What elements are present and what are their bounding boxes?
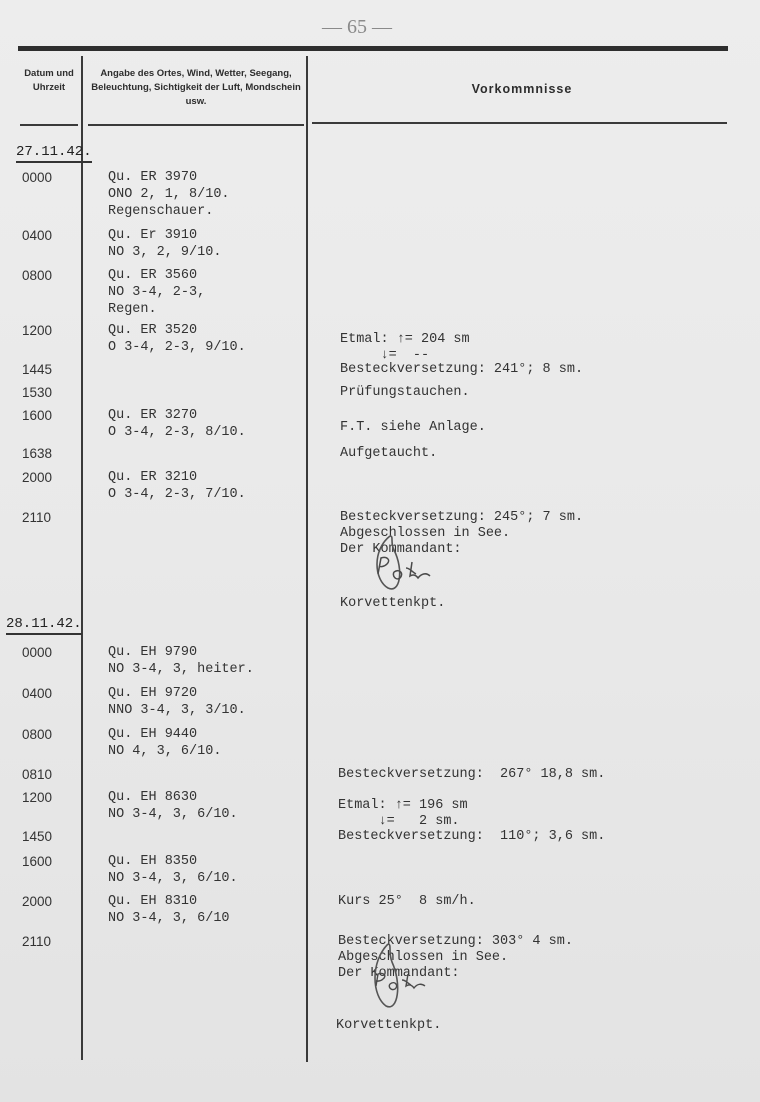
column-divider-2: [306, 56, 308, 1062]
entry-location-line: NNO 3-4, 3, 3/10.: [108, 703, 246, 718]
entry-time: 1450: [22, 829, 53, 844]
day-date: [6, 616, 82, 632]
entry-location-line: Qu. EH 8350: [108, 854, 198, 869]
entry-time: 0000: [22, 645, 53, 660]
top-rule: [18, 46, 728, 51]
entry-location-line: NO 3, 2, 9/10.: [108, 245, 222, 260]
entry-location-line: Qu. EH 9720: [108, 686, 198, 701]
entry-time: 0400: [22, 686, 53, 701]
entry-location-line: NO 3-4, 2-3,: [108, 285, 206, 300]
entry-event-line: F.T. siehe Anlage.: [340, 420, 486, 435]
commander-signature-2: [360, 940, 460, 1020]
entry-time: 0800: [22, 268, 53, 283]
entry-time: 1530: [22, 385, 53, 400]
entry-time: 1445: [22, 362, 53, 377]
entry-event-line: ↓= --: [340, 348, 430, 363]
signature-title: Korvettenkpt.: [336, 1018, 442, 1033]
commander-signature-1: [360, 530, 470, 600]
entry-location-line: Qu. Er 3910: [108, 228, 198, 243]
entry-event-line: Besteckversetzung: 303° 4 sm.: [338, 934, 573, 949]
entry-time: 1200: [22, 323, 53, 338]
entry-time: 0800: [22, 727, 53, 742]
day-date-text: 27.11.42.: [16, 144, 92, 163]
entry-location-line: O 3-4, 2-3, 8/10.: [108, 425, 246, 440]
entry-time: 0000: [22, 170, 53, 185]
entry-time: 0400: [22, 228, 53, 243]
entry-time: 1638: [22, 446, 53, 461]
entry-location-line: NO 3-4, 3, 6/10.: [108, 807, 238, 822]
entry-location-line: Qu. EH 9440: [108, 727, 198, 742]
entry-time: 2110: [22, 934, 52, 949]
entry-location-line: Qu. EH 8310: [108, 894, 198, 909]
entry-event-line: Aufgetaucht.: [340, 446, 438, 461]
entry-event-line: Besteckversetzung: 110°; 3,6 sm.: [338, 829, 606, 844]
entry-location-line: NO 4, 3, 6/10.: [108, 744, 222, 759]
entry-event-line: ↓= 2 sm.: [338, 814, 460, 829]
entry-event-line: Besteckversetzung: 241°; 8 sm.: [340, 362, 584, 377]
entry-event-line: Prüfungstauchen.: [340, 385, 470, 400]
entry-event-line: Besteckversetzung: 245°; 7 sm.: [340, 510, 584, 525]
entry-time: 2110: [22, 510, 52, 525]
entry-location-line: NO 3-4, 3, heiter.: [108, 662, 254, 677]
entry-event-line: Der Kommandant:: [338, 966, 460, 981]
entry-location-line: Qu. ER 3520: [108, 323, 198, 338]
entry-time: 0810: [22, 767, 53, 782]
column-divider-1: [81, 56, 83, 1060]
day-date-text: 28.11.42.: [6, 616, 82, 635]
entry-location-line: NO 3-4, 3, 6/10: [108, 911, 230, 926]
header-underline-3: [312, 122, 727, 124]
entry-event-line: Der Kommandant:: [340, 542, 462, 557]
entry-location-line: NO 3-4, 3, 6/10.: [108, 871, 238, 886]
entry-location-line: Qu. ER 3210: [108, 470, 198, 485]
entry-location-line: Qu. EH 9790: [108, 645, 198, 660]
entry-location-line: O 3-4, 2-3, 7/10.: [108, 487, 246, 502]
entry-event-line: Etmal: ↑= 196 sm: [338, 798, 468, 813]
entry-location-line: O 3-4, 2-3, 9/10.: [108, 340, 246, 355]
entry-time: 1200: [22, 790, 53, 805]
day-date: [16, 144, 92, 160]
header-events: Vorkommnisse: [471, 82, 573, 96]
signature-title: Korvettenkpt.: [340, 596, 446, 611]
entry-location-line: Qu. EH 8630: [108, 790, 198, 805]
entry-time: 2000: [22, 894, 53, 909]
entry-time: 1600: [22, 408, 53, 423]
entry-location-line: Qu. ER 3270: [108, 408, 198, 423]
header-location-weather: Angabe des Ortes, Wind, Wetter, Seegang, Beleuchtung, Sichtigkeit der Luft, Mondschein usw.: [91, 68, 301, 107]
header-date-time: Datum und Uhrzeit: [24, 68, 74, 93]
page-number: — 65 —: [322, 16, 392, 38]
entry-event-line: Etmal: ↑= 204 sm: [340, 332, 470, 347]
header-underline-1: [20, 124, 78, 126]
entry-location-line: Qu. ER 3970: [108, 170, 198, 185]
entry-location-line: Qu. ER 3560: [108, 268, 198, 283]
entry-time: 2000: [22, 470, 53, 485]
entry-event-line: Besteckversetzung: 267° 18,8 sm.: [338, 767, 606, 782]
entry-location-line: ONO 2, 1, 8/10.: [108, 187, 230, 202]
entry-event-line: Abgeschlossen in See.: [340, 526, 511, 541]
entry-event-line: Abgeschlossen in See.: [338, 950, 509, 965]
entry-location-line: Regenschauer.: [108, 204, 214, 219]
entry-location-line: Regen.: [108, 302, 157, 317]
entry-time: 1600: [22, 854, 53, 869]
entry-event-line: Kurs 25° 8 sm/h.: [338, 894, 476, 909]
header-underline-2: [88, 124, 304, 126]
